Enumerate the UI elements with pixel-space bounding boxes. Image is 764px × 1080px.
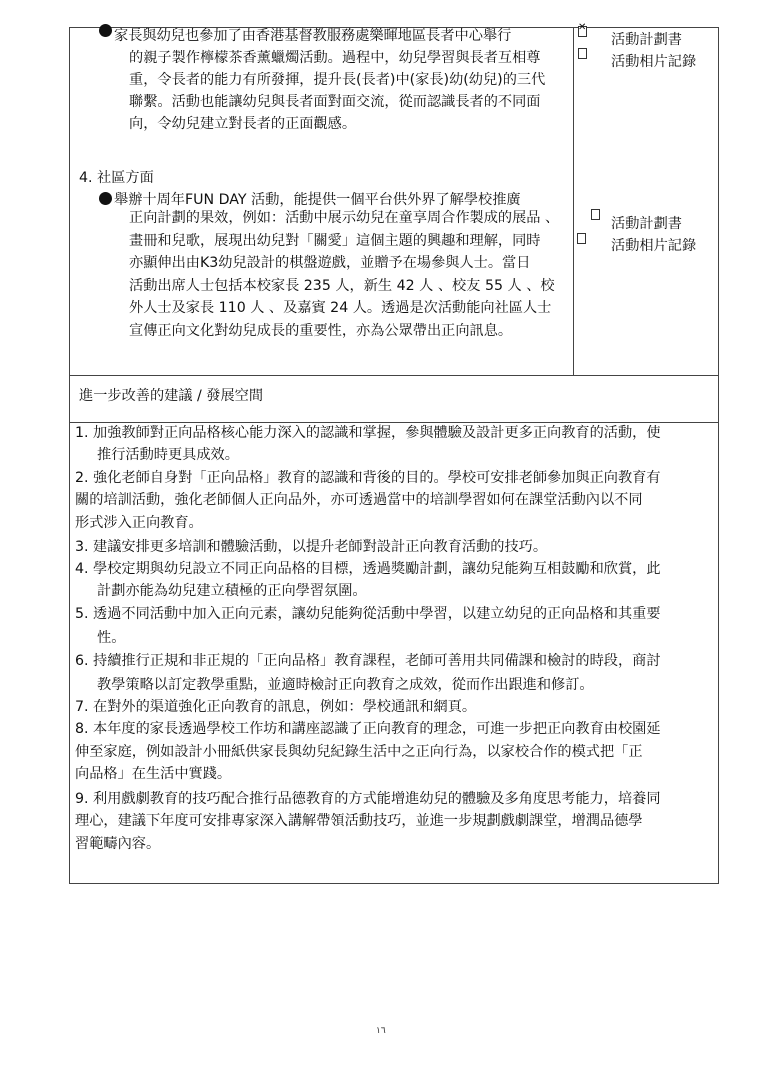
suggestion-line-1: 1. 加強教師對正向品格核心能力深入的認識和掌握，參與體驗及設計更多正向教育的活動，使 [75, 425, 661, 441]
section4-line-3: 畫冊和兒歌，展現出幼兒對「關愛」這個主題的興趣和理解，同時 [129, 233, 541, 249]
suggestion-line-5: 形式涉入正向教育。 [75, 515, 203, 531]
suggestion-line-9: 5. 透過不同活動中加入正向元素，讓幼兒能夠從活動中學習，以建立幼兒的正向品格和其重要 [75, 606, 661, 622]
evidence-checkbox[interactable] [591, 209, 600, 220]
section4-heading: 4. 社區方面 [79, 170, 154, 186]
section4-evidence-1: 活動計劃書 [611, 216, 682, 232]
section4-line-1: 舉辦十周年FUN DAY 活動，能提供一個平台供外界了解學校推廣 [114, 192, 521, 208]
suggestion-line-12: 教學策略以訂定教學重點，並適時檢討正向教育之成效，從而作出跟進和修訂。 [97, 677, 594, 693]
section4-line-4: 亦顯伸出由K3幼兒設計的棋盤遊戲，並贈予在場參與人士。當日 [129, 255, 531, 271]
suggestion-line-3: 2. 強化老師自身對「正向品格」教育的認識和背後的目的。學校可安排老師參加與正向教育有 [75, 470, 661, 486]
block1-line-2: 的親子製作檸檬茶香薰蠟燭活動。過程中，幼兒學習與長者互相尊 [129, 50, 541, 66]
suggestion-line-4: 關的培訓活動，強化老師個人正向品外，亦可透過當中的培訓學習如何在課堂活動內以不同 [75, 492, 643, 508]
evidence-checkbox-checked[interactable] [578, 26, 587, 37]
block1-line-5: 向，令幼兒建立對長者的正面觀感。 [129, 116, 357, 132]
suggestion-line-15: 伸至家庭，例如設計小冊紙供家長與幼兒紀錄生活中之正向行為，以家校合作的模式把「正 [75, 744, 643, 760]
section4-evidence-2: 活動相片記錄 [611, 238, 697, 254]
block1-evidence-2: 活動相片記錄 [611, 54, 697, 70]
suggestion-line-18: 理心，建議下年度可安排專家深入講解帶領活動技巧，並進一步規劃戲劇課堂，增潤品德學 [75, 813, 643, 829]
suggestion-line-8: 計劃亦能為幼兒建立積極的正向學習氛圍。 [97, 583, 367, 599]
suggestion-line-6: 3. 建議安排更多培訓和體驗活動，以提升老師對設計正向教育活動的技巧。 [75, 539, 548, 555]
suggestion-line-11: 6. 持續推行正規和非正規的「正向品格」教育課程，老師可善用共同備課和檢討的時段，商討 [75, 653, 661, 669]
suggestion-line-13: 7. 在對外的渠道強化正向教育的訊息，例如：學校通訊和網頁。 [75, 699, 477, 715]
bullet-icon [99, 24, 112, 37]
suggestion-line-14: 8. 本年度的家長透過學校工作坊和講座認識了正向教育的理念，可進一步把正向教育由校園延 [75, 721, 661, 737]
section4-line-6: 外人士及家長 110 人 、及嘉賓 24 人。透過是次活動能向社區人士 [129, 300, 552, 316]
evidence-checkbox[interactable] [578, 48, 587, 59]
section4-line-7: 宣傳正向文化對幼兒成長的重要性，亦為公眾帶出正向訊息。 [129, 323, 513, 339]
suggestion-line-2: 推行活動時更具成效。 [97, 447, 239, 463]
block1-line-1: 家長與幼兒也參加了由香港基督教服務處樂暉地區長者中心舉行 [114, 28, 512, 44]
block1-line-4: 聯繫。活動也能讓幼兒與長者面對面交流，從而認識長者的不同面 [129, 94, 541, 110]
table-column-divider [573, 27, 574, 376]
suggestion-line-16: 向品格」在生活中實踐。 [75, 766, 232, 782]
evidence-checkbox[interactable] [577, 233, 586, 244]
suggestion-line-10: 性。 [97, 630, 126, 646]
suggestions-heading: 進一步改善的建議 / 發展空間 [79, 388, 264, 404]
section4-line-2: 正向計劃的果效，例如：活動中展示幼兒在童享周合作製成的展品 、 [129, 210, 560, 226]
suggestion-line-7: 4. 學校定期與幼兒設立不同正向品格的目標，透過獎勵計劃，讓幼兒能夠互相鼓勵和欣賞，此 [75, 561, 661, 577]
block1-line-3: 重，令長者的能力有所發揮，提升長(長者)中(家長)幼(幼兒)的三代 [129, 72, 546, 88]
suggestion-line-19: 習範疇內容。 [75, 836, 161, 852]
bullet-icon [99, 192, 112, 205]
block1-evidence-1: 活動計劃書 [611, 32, 682, 48]
suggestion-line-17: 9. 利用戲劇教育的技巧配合推行品德教育的方式能增進幼兒的體驗及多角度思考能力，培養同 [75, 791, 661, 807]
section4-line-5: 活動出席人士包括本校家長 235 人，新生 42 人 、校友 55 人 、校 [129, 278, 555, 294]
page-number: ١٦ [376, 1026, 386, 1036]
